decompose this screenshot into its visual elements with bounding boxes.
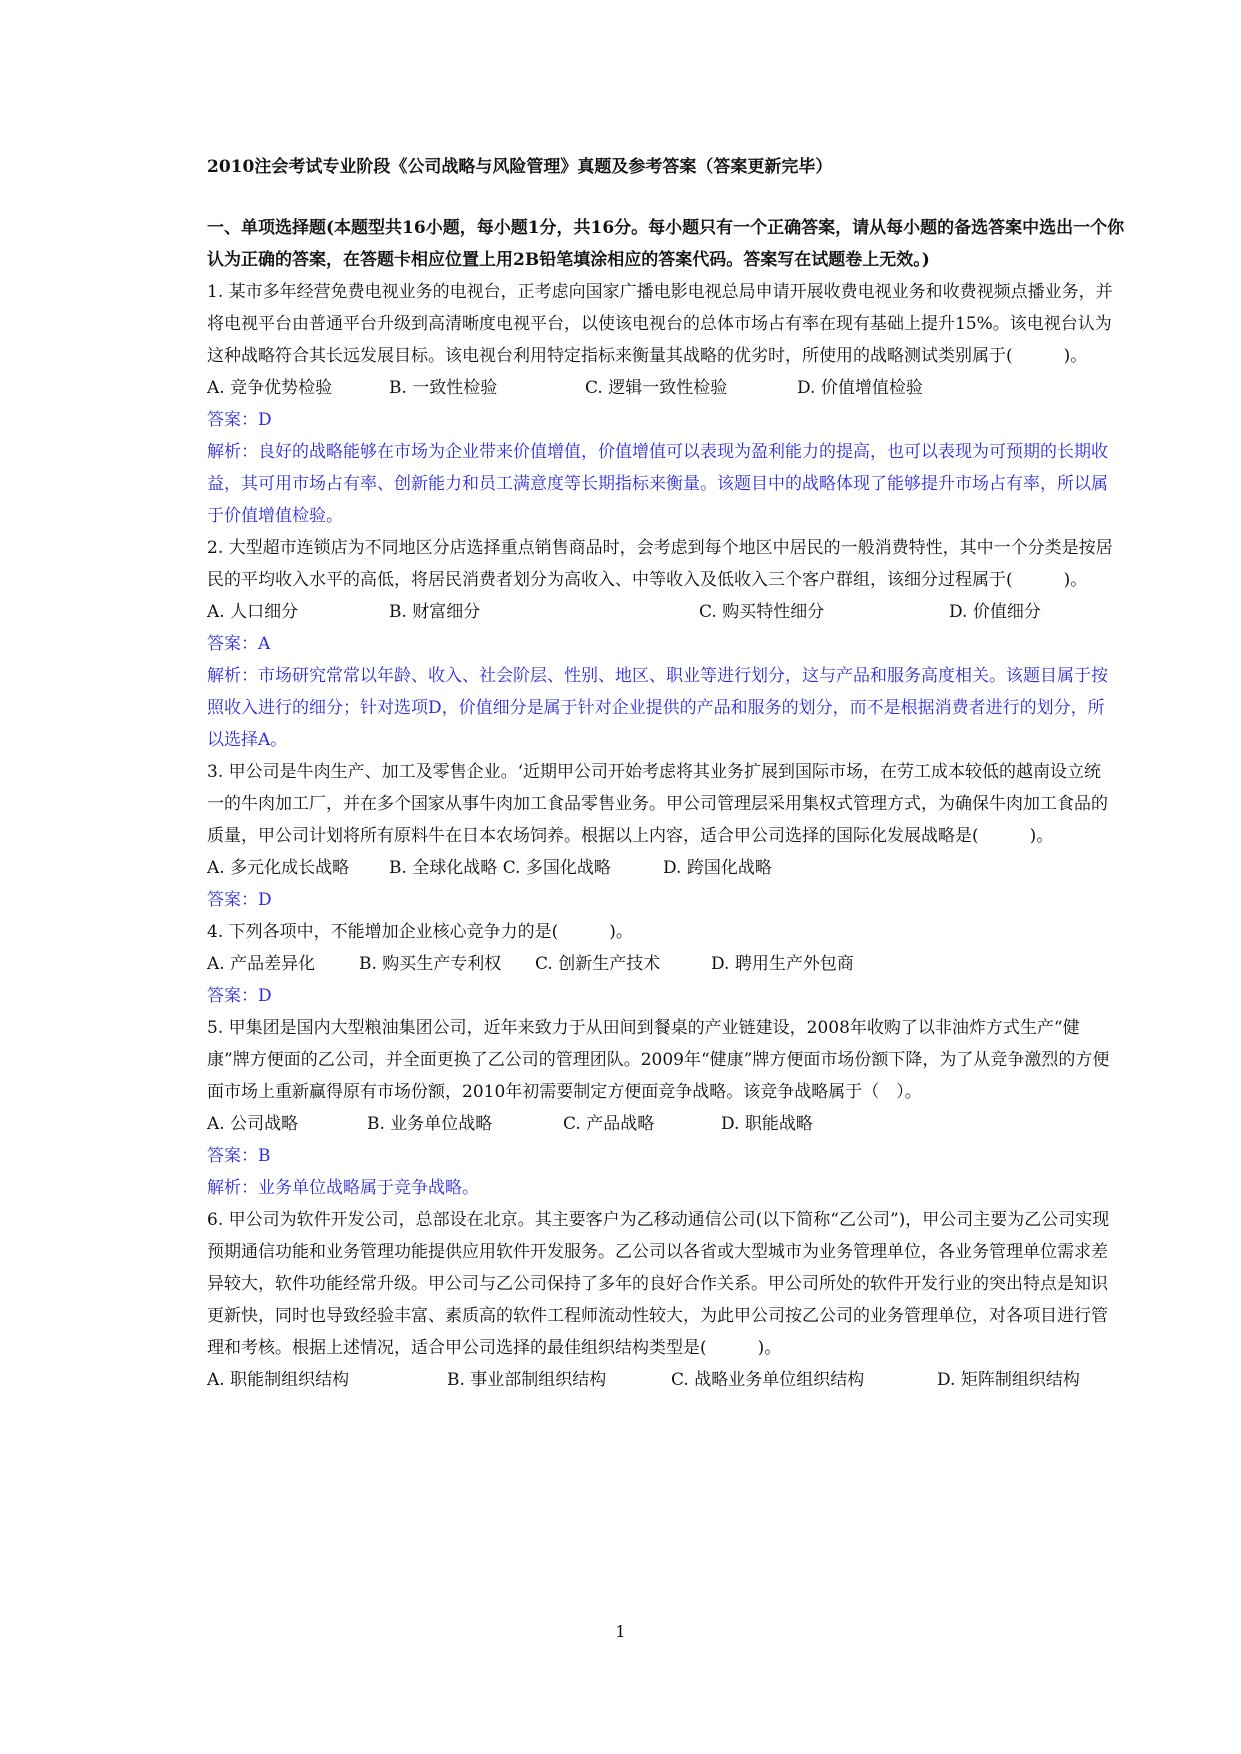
question-list — [207, 276, 1117, 1396]
answer: 答案：D — [207, 410, 272, 430]
option: C. 购买特性细分 — [699, 602, 825, 622]
option: A. 职能制组织结构 — [207, 1370, 350, 1390]
option: B. 全球化战略 C. 多国化战略 — [389, 858, 611, 878]
question-stem: 6. 甲公司为软件开发公司，总部设在北京。其主要客户为乙移动通信公司(以下简称“乙公司”)，甲公司主要为乙公司实现预期通信功能和业务管理功能提供应用软件开发服务。乙公司以各省或大型城市为业务管理单位，各业务管理单位需求差异较大，软件功能经常升级。甲公司与乙公司保持了多年的良好合作关系。甲公司所处的软件开发行业的突出特点是知识更新快，同时也导致经验丰富、素质高的软件工程师流动性较大，为此甲公司按乙公司的业务管理单位，对各项目进行管理和考核。根据上述情况，适合甲公司选择的最佳组织结构类型是( )。 — [207, 1210, 1110, 1358]
option: D. 职能战略 — [721, 1114, 813, 1134]
options-row — [207, 852, 1117, 884]
option: B. 一致性检验 — [389, 378, 498, 398]
option: A. 产品差异化 — [207, 954, 316, 974]
option: B. 业务单位战略 — [367, 1114, 493, 1134]
option: A. 人口细分 — [207, 602, 299, 622]
option: B. 购买生产专利权 — [359, 954, 502, 974]
answer: 答案：A — [207, 634, 271, 654]
option: D. 价值细分 — [949, 602, 1041, 622]
option: A. 多元化成长战略 — [207, 858, 350, 878]
options-row — [207, 372, 1117, 404]
question-stem: 3. 甲公司是牛肉生产、加工及零售企业。‘近期甲公司开始考虑将其业务扩展到国际市场，在劳工成本较低的越南设立统一的牛肉加工厂，并在多个国家从事牛肉加工食品零售业务。甲公司管理层采用集权式管理方式，为确保牛肉加工食品的质量，甲公司计划将所有原料牛在日本农场饲养。根据以上内容，适合甲公司选择的国际化发展战略是( )。 — [207, 762, 1108, 846]
option: D. 价值增值检验 — [797, 378, 923, 398]
answer: 答案：D — [207, 986, 272, 1006]
options-row — [207, 1364, 1117, 1396]
question-stem: 5. 甲集团是国内大型粮油集团公司，近年来致力于从田间到餐桌的产业链建设，2008年收购了以非油炸方式生产“健康”牌方便面的乙公司，并全面更换了乙公司的管理团队。2009年“健康”牌方便面市场份额下降，为了从竞争激烈的方便面市场上重新赢得原有市场份额，2010年初需要制定方便面竞争战略。该竞争战略属于（ ）。 — [207, 1018, 1110, 1102]
analysis: 解析：市场研究常常以年龄、收入、社会阶层、性别、地区、职业等进行划分，这与产品和服务高度相关。该题目属于按照收入进行的细分；针对选项D，价值细分是属于针对企业提供的产品和服务的划分，而不是根据消费者进行的划分，所以选择A。 — [207, 666, 1108, 750]
answer: 答案：D — [207, 890, 272, 910]
question-stem: 1. 某市多年经营免费电视业务的电视台，正考虑向国家广播电影电视总局申请开展收费电视业务和收费视频点播业务，并将电视平台由普通平台升级到高清晰度电视平台，以使该电视台的总体市场占有率在现有基础上提升15%。该电视台认为这种战略符合其长远发展目标。该电视台利用特定指标来衡量其战略的优劣时，所使用的战略测试类别属于( )。 — [207, 282, 1113, 366]
page-number: 1 — [615, 1622, 626, 1641]
option: C. 逻辑一致性检验 — [585, 378, 728, 398]
option: C. 产品战略 — [563, 1114, 655, 1134]
option: D. 跨国化战略 — [663, 858, 772, 878]
option: A. 竞争优势检验 — [207, 378, 333, 398]
analysis: 解析：良好的战略能够在市场为企业带来价值增值，价值增值可以表现为盈利能力的提高，也可以表现为可预期的长期收益，其可用市场占有率、创新能力和员工满意度等长期指标来衡量。该题目中的战略体现了能够提升市场占有率，所以属于价值增值检验。 — [207, 442, 1108, 526]
option: D. 聘用生产外包商 — [711, 954, 854, 974]
options-row — [207, 948, 1117, 980]
options-row — [207, 1108, 1117, 1140]
option: C. 战略业务单位组织结构 — [671, 1370, 865, 1390]
option: C. 创新生产技术 — [535, 954, 661, 974]
analysis: 解析：业务单位战略属于竞争战略。 — [207, 1178, 479, 1198]
question-stem: 4. 下列各项中，不能增加企业核心竞争力的是( )。 — [207, 922, 633, 942]
option: D. 矩阵制组织结构 — [937, 1370, 1080, 1390]
section-heading: 一、单项选择题(本题型共16小题，每小题1分，共16分。每小题只有一个正确答案，请从每小题的备选答案中选出一个你认为正确的答案，在答题卡相应位置上用2B铅笔填涂相应的答案代码。答案写在试题卷上无效。) — [207, 218, 1125, 270]
option: B. 财富细分 — [389, 602, 481, 622]
option: B. 事业部制组织结构 — [447, 1370, 607, 1390]
question-stem: 2. 大型超市连锁店为不同地区分店选择重点销售商品时，会考虑到每个地区中居民的一般消费特性，其中一个分类是按居民的平均收入水平的高低，将居民消费者划分为高收入、中等收入及低收入三个客户群组，该细分过程属于( )。 — [207, 538, 1113, 590]
document-title: 2010注会考试专业阶段《公司战略与风险管理》真题及参考答案（答案更新完毕） — [207, 157, 833, 177]
options-row — [207, 596, 1117, 628]
answer: 答案：B — [207, 1146, 271, 1166]
option: A. 公司战略 — [207, 1114, 299, 1134]
